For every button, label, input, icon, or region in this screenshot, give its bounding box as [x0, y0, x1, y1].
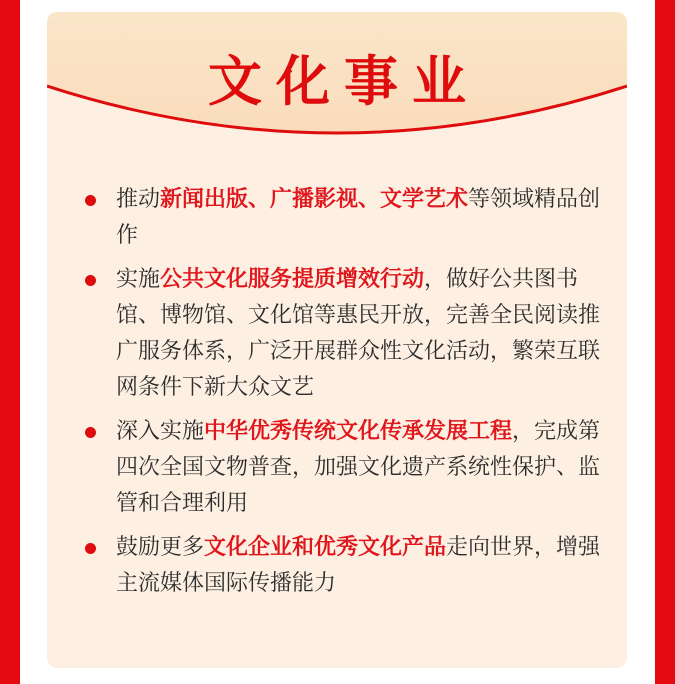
- item-highlight: 中华优秀传统文化传承发展工程: [204, 419, 513, 444]
- item-text-rest: 等领域精品创作: [116, 187, 601, 248]
- item-text-lead: 实施: [116, 267, 161, 292]
- bullet-list: [85, 182, 605, 610]
- item-text-lead: 深入实施: [116, 419, 205, 444]
- bullet-dot-icon: [85, 543, 96, 554]
- list-item: [85, 530, 605, 602]
- list-item: [85, 262, 605, 406]
- bullet-dot-icon: [85, 275, 96, 286]
- bullet-dot-icon: [85, 195, 96, 206]
- item-highlight: 新闻出版、广播影视、文学艺术: [160, 187, 469, 212]
- item-text-lead: 推动: [116, 187, 161, 212]
- left-red-border: [0, 0, 20, 684]
- list-item: [85, 414, 605, 522]
- item-highlight: 公共文化服务提质增效行动: [160, 267, 425, 292]
- item-text-rest: ，做好公共图书馆、博物馆、文化馆等惠民开放，完善全民阅读推广服务体系，广泛开展群众性文化活动，繁荣互联网条件下新大众文艺: [116, 267, 601, 400]
- list-item: [85, 182, 605, 254]
- bullet-dot-icon: [85, 427, 96, 438]
- item-text-rest: 走向世界，增强主流媒体国际传播能力: [116, 535, 601, 596]
- item-highlight: 文化企业和优秀文化产品: [204, 535, 447, 560]
- content-card: [47, 12, 627, 668]
- page-title: 文化事业: [208, 50, 480, 113]
- item-text-lead: 鼓励更多: [116, 535, 205, 560]
- item-text-rest: ，完成第四次全国文物普查，加强文化遗产系统性保护、监管和合理利用: [116, 419, 601, 516]
- right-red-border: [655, 0, 675, 684]
